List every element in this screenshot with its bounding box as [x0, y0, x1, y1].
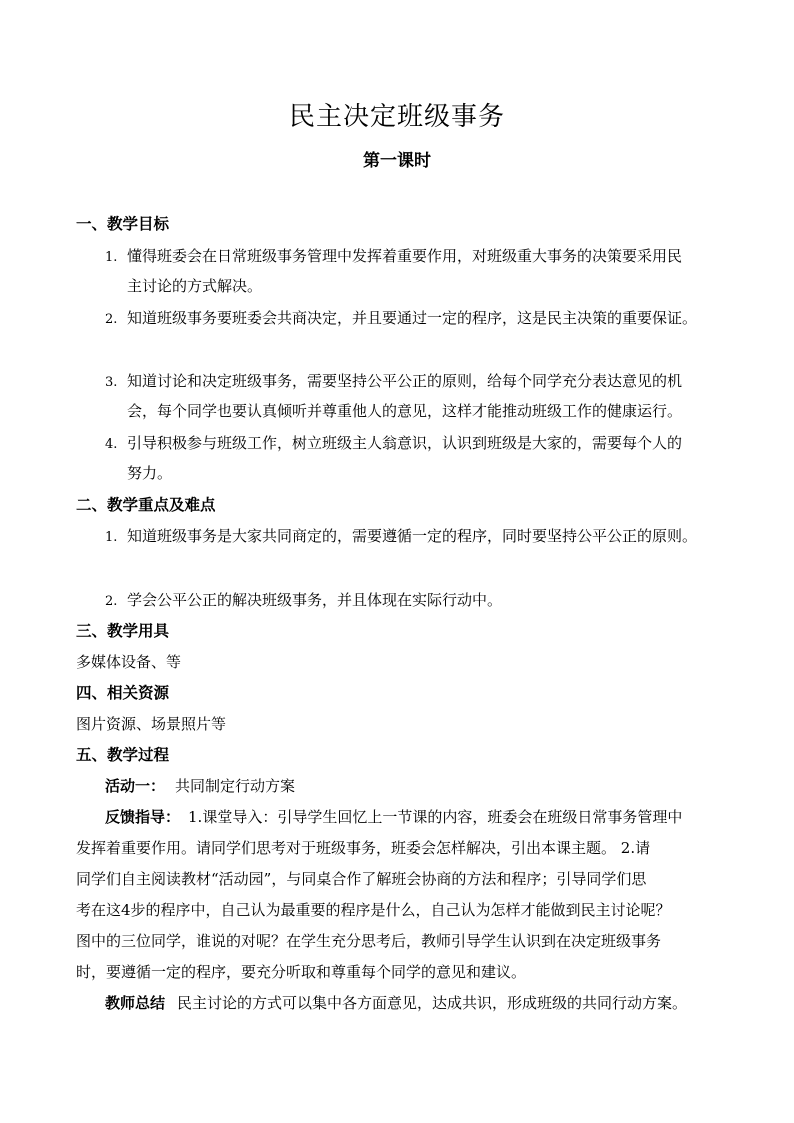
list-item-continuation: 会，每个同学也要认真倾听并尊重他人的意见，这样才能推动班级工作的健康运行。	[127, 402, 683, 420]
section-heading-objectives: 一、教学目标	[76, 214, 170, 233]
list-number: 4.	[105, 437, 118, 452]
feedback-line	[105, 806, 682, 828]
feedback-text: 同学们自主阅读教材“活动园”，与同桌合作了解班会协商的方法和程序；引导同学们思	[76, 870, 647, 888]
list-number: 2.	[105, 594, 118, 609]
list-text: 引导积极参与班级工作，树立班级主人翁意识，认识到班级是大家的，需要每个人的	[127, 434, 683, 452]
activity-label: 活动一：	[105, 777, 166, 795]
section-heading-process: 五、教学过程	[76, 745, 170, 764]
summary-label: 教师总结	[105, 994, 166, 1012]
document-subtitle: 第一课时	[363, 151, 431, 171]
list-item	[105, 432, 682, 456]
feedback-text: 时，要遵循一定的程序，要充分听取和尊重每个同学的意见和建议。	[76, 963, 527, 981]
summary-line	[105, 992, 687, 1014]
feedback-text: 考在这4步的程序中，自己认为最重要的程序是什么，自己认为怎样才能做到民主讨论呢？	[76, 901, 671, 919]
section-heading-tools: 三、教学用具	[76, 621, 170, 640]
list-item-continuation: 主讨论的方式解决。	[127, 277, 263, 295]
list-number: 1.	[105, 530, 118, 545]
activity-text: 共同制定行动方案	[175, 777, 296, 795]
feedback-text: 图中的三位同学，谁说的对呢？在学生充分思考后，教师引导学生认识到在决定班级事务	[76, 932, 662, 950]
activity-line	[105, 775, 295, 797]
list-number: 1.	[105, 250, 118, 265]
list-item	[105, 525, 697, 549]
list-item-continuation: 努力。	[127, 464, 173, 482]
list-number: 3.	[105, 375, 118, 390]
list-number: 2.	[105, 312, 118, 327]
list-text: 学会公平公正的解决班级事务，并且体现在实际行动中。	[127, 591, 503, 609]
feedback-label: 反馈指导：	[105, 808, 181, 826]
list-item	[105, 307, 697, 331]
list-text: 知道讨论和决定班级事务，需要坚持公平公正的原则，给每个同学充分表达意见的机	[127, 372, 683, 390]
document-title: 民主决定班级事务	[288, 102, 505, 132]
list-item	[105, 589, 502, 613]
list-text: 知道班级事务是大家共同商定的，需要遵循一定的程序，同时要坚持公平公正的原则。	[127, 527, 698, 545]
list-item	[105, 245, 682, 269]
section-heading-key-points: 二、教学重点及难点	[76, 495, 216, 514]
feedback-text: 1.课堂导入：引导学生回忆上一节课的内容，班委会在班级日常事务管理中	[188, 808, 683, 826]
list-text: 懂得班委会在日常班级事务管理中发挥着重要作用，对班级重大事务的决策要采用民	[127, 247, 683, 265]
list-text: 知道班级事务要班委会共商决定，并且要通过一定的程序，这是民主决策的重要保证。	[127, 309, 698, 327]
list-item	[105, 370, 682, 394]
section-body-tools: 多媒体设备、等	[76, 653, 182, 671]
summary-text: 民主讨论的方式可以集中各方面意见，达成共识，形成班级的共同行动方案。	[177, 994, 688, 1012]
section-body-resources: 图片资源、场景照片等	[76, 715, 227, 733]
section-heading-resources: 四、相关资源	[76, 683, 170, 702]
feedback-text: 发挥着重要作用。请同学们思考对于班级事务，班委会怎样解决，引出本课主题。 2.请	[76, 839, 651, 857]
